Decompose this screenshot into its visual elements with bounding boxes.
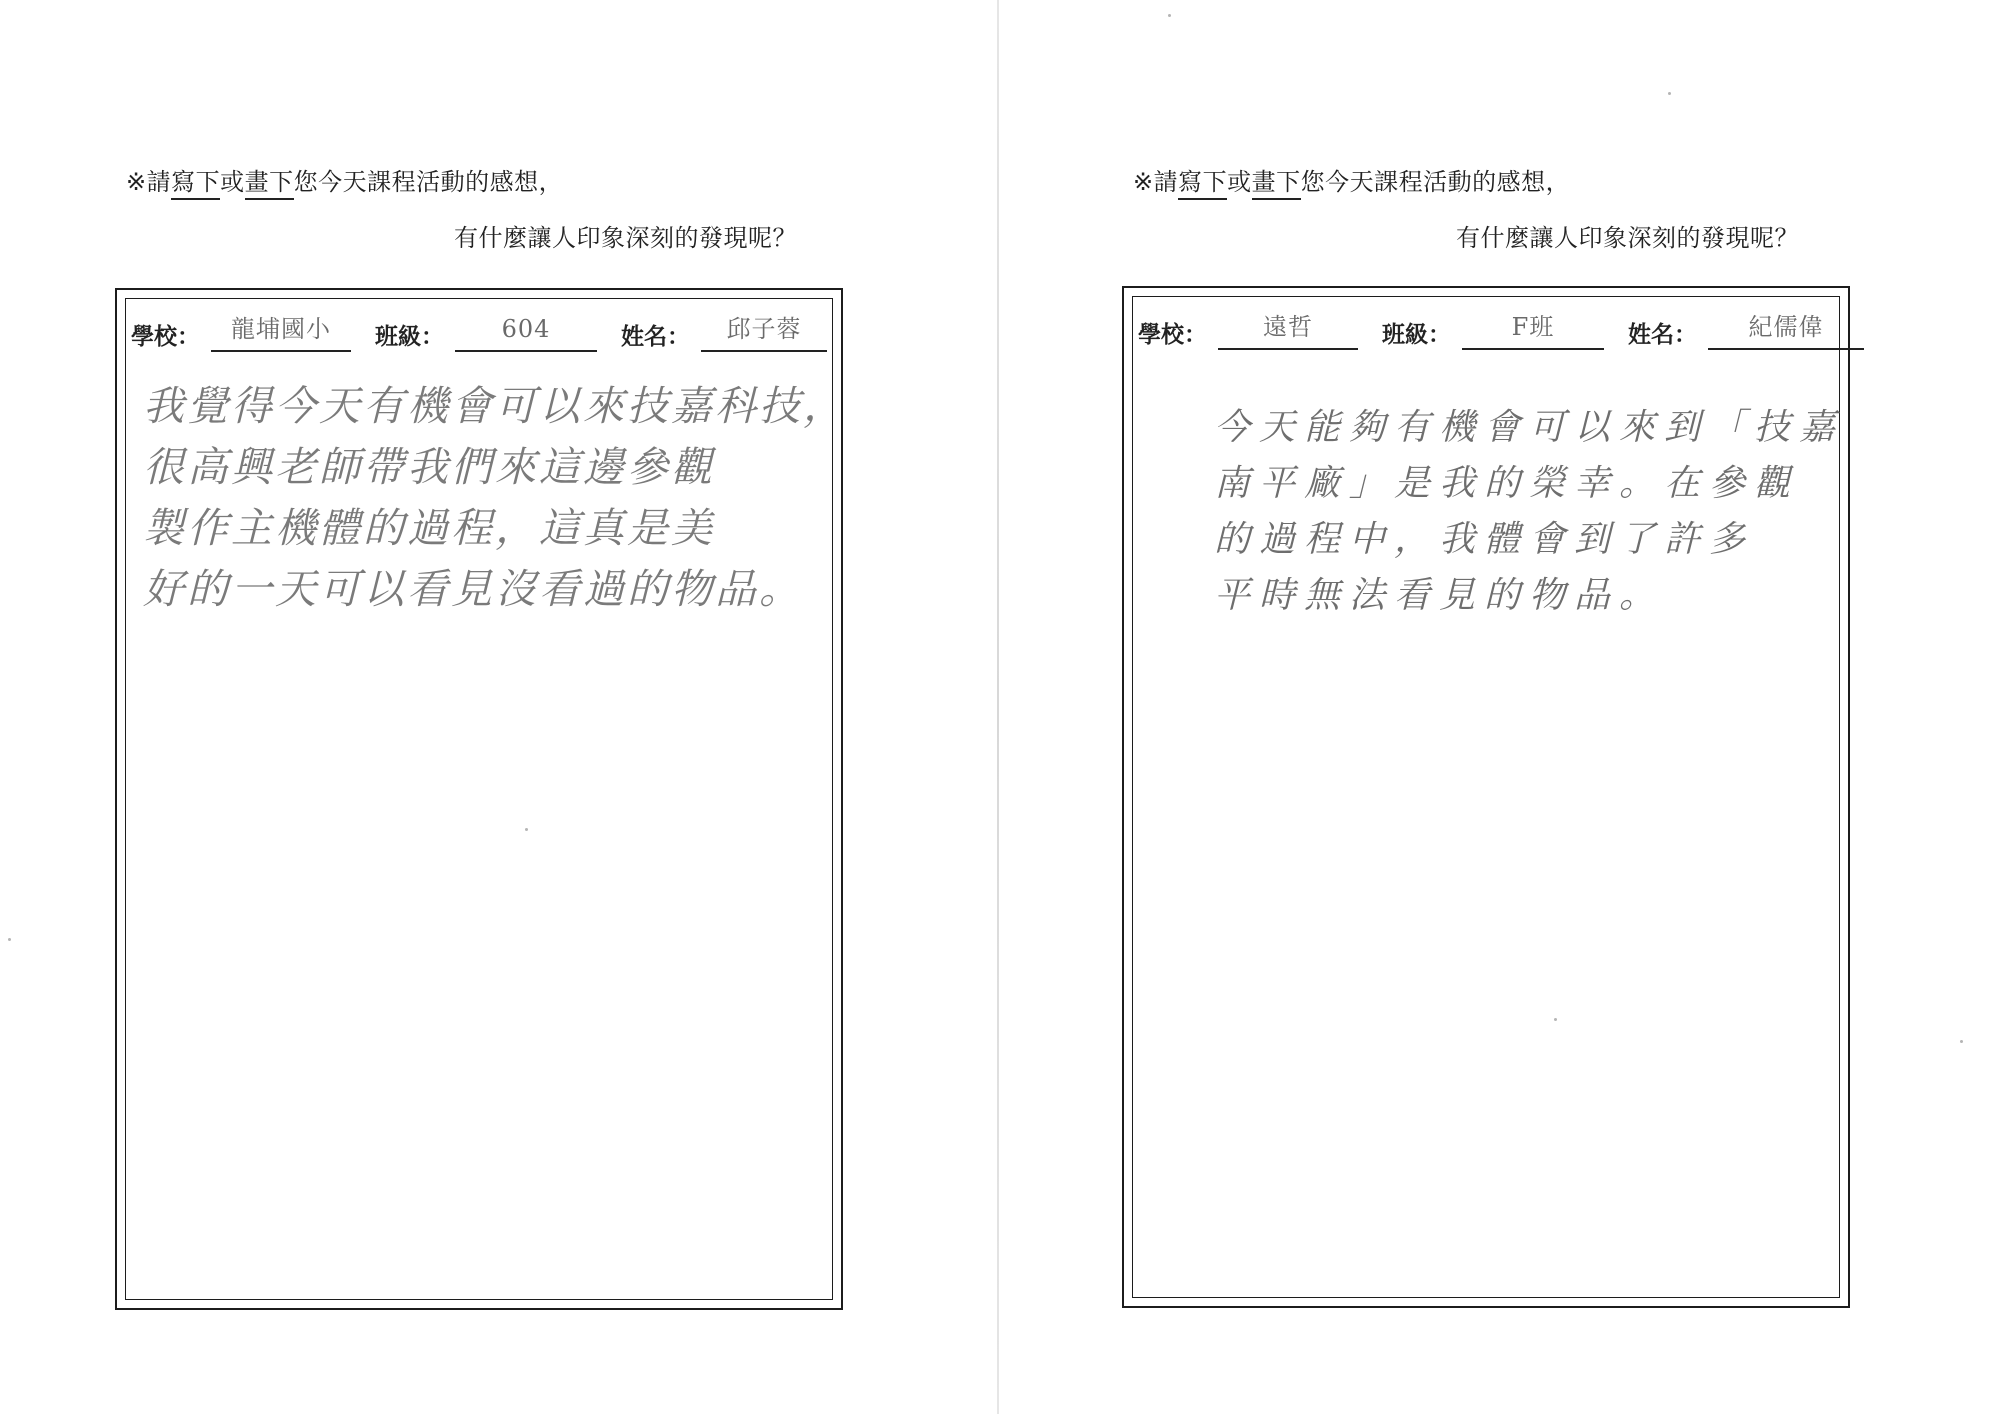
prompt-write-underlined: 寫下 [1178, 168, 1227, 200]
name-label: 姓名： [1628, 322, 1697, 348]
prompt-instruction [1133, 162, 1570, 197]
response-line: 的過程中，我體會到了許多 [1214, 519, 1755, 560]
response-line: 好的一天可以看見沒看過的物品。 [143, 565, 803, 613]
scan-speck [1668, 92, 1671, 95]
handwritten-response [143, 376, 847, 620]
scan-speck [525, 828, 528, 831]
prompt-suffix: 您今天課程活動的感想， [293, 168, 564, 196]
student-info-row [1138, 306, 1834, 352]
response-line: 南平廠」是我的榮幸。在參觀 [1214, 463, 1800, 504]
name-field: 邱子蓉 [701, 312, 827, 352]
class-label: 班級： [375, 324, 444, 350]
school-label: 學校： [1138, 322, 1207, 348]
prompt-prefix: ※請 [126, 168, 172, 196]
school-field: 遠哲 [1218, 310, 1358, 350]
scan-speck [1554, 1018, 1557, 1021]
student-info-row [131, 308, 827, 354]
response-box [1122, 286, 1850, 1308]
prompt-draw-underlined: 畫下 [245, 168, 294, 200]
prompt-suffix: 您今天課程活動的感想， [1300, 168, 1571, 196]
prompt-or: 或 [1227, 168, 1252, 196]
class-field: 604 [455, 312, 597, 352]
name-label: 姓名： [621, 324, 690, 350]
school-label: 學校： [131, 324, 200, 350]
scan-speck [1960, 1040, 1963, 1043]
class-label: 班級： [1382, 322, 1451, 348]
response-line: 今天能夠有機會可以來到「技嘉 [1214, 407, 1845, 448]
prompt-or: 或 [220, 168, 245, 196]
prompt-question: 有什麼讓人印象深刻的發現呢？ [454, 224, 797, 252]
response-line: 製作主機體的過程，這真是美 [143, 504, 715, 552]
prompt-write-underlined: 寫下 [171, 168, 220, 200]
scan-speck [1168, 14, 1171, 17]
prompt-question: 有什麼讓人印象深刻的發現呢？ [1456, 224, 1799, 252]
response-line: 我覺得今天有機會可以來技嘉科技， [143, 382, 847, 430]
response-box [115, 288, 847, 1310]
prompt-draw-underlined: 畫下 [1252, 168, 1301, 200]
right-worksheet-page [1000, 0, 2000, 1414]
prompt-prefix: ※請 [1133, 168, 1179, 196]
name-field: 紀儒偉 [1708, 310, 1864, 350]
prompt-instruction [126, 162, 563, 197]
class-field: F班 [1462, 310, 1604, 350]
handwritten-response [1214, 400, 1844, 624]
response-line: 很高興老師帶我們來這邊參觀 [143, 443, 715, 491]
scan-speck [8, 938, 11, 941]
response-line: 平時無法看見的物品。 [1214, 575, 1665, 616]
school-field: 龍埔國小 [211, 312, 351, 352]
